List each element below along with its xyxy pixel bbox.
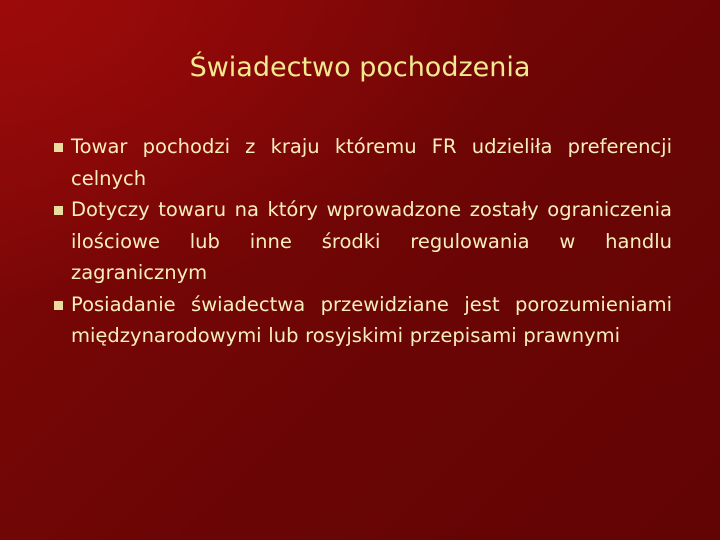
bullet-list [54,131,672,352]
bullet-text: Dotyczy towaru na który wprowadzone zostały ograniczenia ilościowe lub inne środki regulowania w handlu zagranicznym [71,198,672,284]
square-bullet-icon [54,206,63,215]
bullet-item [54,131,672,194]
square-bullet-icon [54,301,63,310]
bullet-text: Posiadanie świadectwa przewidziane jest porozumieniami międzynarodowymi lub rosyjskimi przepisami prawnymi [71,292,672,347]
bullet-item [54,194,672,289]
bullet-text: Towar pochodzi z kraju któremu FR udzieliła preferencji celnych [71,135,672,190]
bullet-item [54,289,672,352]
square-bullet-icon [54,143,63,152]
slide-title: Świadectwo pochodzenia [189,52,531,83]
